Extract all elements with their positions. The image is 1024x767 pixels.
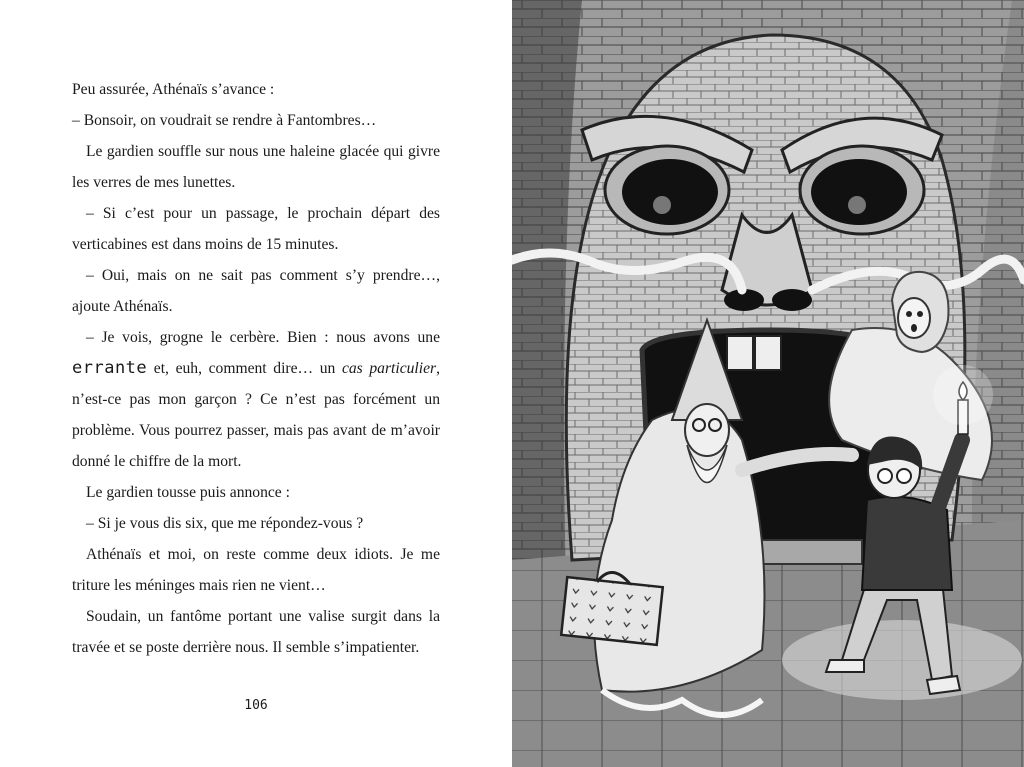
page-number: 106	[244, 698, 268, 713]
paragraph-text: – Je vois, grogne le cerbère. Bien : nous avons une	[86, 329, 440, 346]
paragraph: – Oui, mais on ne sait pas comment s’y prendre…, ajoute Athénaïs.	[72, 267, 440, 315]
page-text	[72, 74, 440, 663]
eye-left	[622, 159, 718, 225]
candle-glow	[933, 365, 993, 425]
floor-light	[782, 620, 1022, 700]
girl-ghost-eye	[917, 311, 923, 317]
tooth-right	[755, 336, 781, 370]
boy-shoe	[826, 660, 864, 672]
wizard-ghost-face	[685, 404, 729, 456]
paragraph	[72, 322, 440, 477]
paragraph: Soudain, un fantôme portant une valise surgit dans la travée et se poste derrière nous. Il semble s’impatienter.	[72, 608, 440, 656]
eye-right	[811, 159, 907, 225]
paragraph-text: et, euh, comment dire… un	[147, 360, 342, 377]
nostril-right	[772, 289, 812, 311]
boy-glasses	[878, 469, 892, 483]
pupil-right	[848, 196, 866, 214]
errante-word: errante	[72, 358, 148, 378]
illustration-page	[512, 0, 1024, 767]
pupil-left	[653, 196, 671, 214]
girl-ghost-mouth	[911, 324, 917, 332]
paragraph: Le gardien souffle sur nous une haleine glacée qui givre les verres de mes lunettes.	[72, 143, 440, 191]
italic-phrase: cas particulier	[341, 360, 437, 377]
paragraph: – Si je vous dis six, que me répondez-vous ?	[86, 515, 364, 532]
boy-shoe	[927, 676, 960, 694]
paragraph: Le gardien tousse puis annonce :	[86, 484, 290, 501]
paragraph: Athénaïs et moi, on reste comme deux idiots. Je me triture les méninges mais rien ne vient…	[72, 546, 440, 594]
paragraph: – Bonsoir, on voudrait se rendre à Fantombres…	[72, 112, 377, 129]
boy-glasses	[897, 469, 911, 483]
paragraph-text: , n’est-ce pas mon garçon ? Ce n’est pas forcément un problème. Vous pourrez passer, mais pas avant de m’avoir donné le chiffre de la mort.	[72, 360, 440, 470]
paragraph: Peu assurée, Athénaïs s’avance :	[72, 81, 275, 98]
tooth-left	[727, 336, 753, 370]
suitcase	[561, 577, 663, 645]
girl-ghost-eye	[906, 311, 912, 317]
illustration	[512, 0, 1024, 767]
paragraph: – Si c’est pour un passage, le prochain départ des verticabines est dans moins de 15 minutes.	[72, 205, 440, 253]
